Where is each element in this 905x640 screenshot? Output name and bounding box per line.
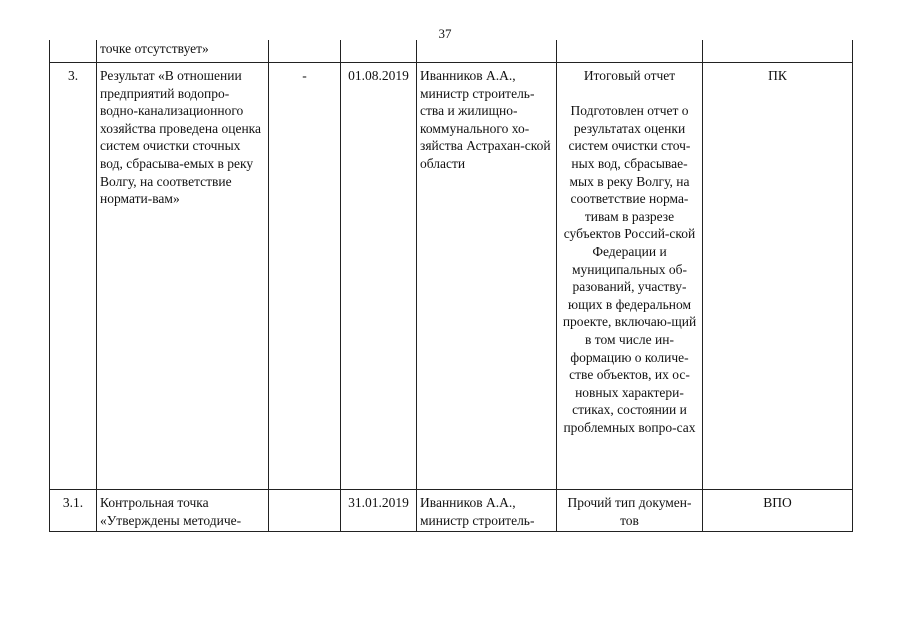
responsible-cell: Иванников А.А., министр строитель-ства и жилищно-коммунального хо-зяйства Астрахан-ской области <box>417 63 557 490</box>
document-cell <box>557 490 703 532</box>
table-row-3-1 <box>50 490 853 532</box>
document-cell <box>557 63 703 490</box>
document-cell <box>557 40 703 63</box>
level-cell <box>703 40 853 63</box>
end-date-cell: 31.01.2019 <box>341 490 417 532</box>
row-number-cell: 3. <box>50 63 97 490</box>
description-cell: точке отсутствует» <box>97 40 269 63</box>
start-date-cell <box>269 40 341 63</box>
level-cell: ПК <box>703 63 853 490</box>
table-row-continuation <box>50 40 853 63</box>
start-date-cell: - <box>269 63 341 490</box>
responsible-cell: Иванников А.А., министр строитель- <box>417 490 557 532</box>
document-type: Итоговый отчет <box>583 68 676 83</box>
level-cell: ВПО <box>703 490 853 532</box>
table-row-3 <box>50 63 853 490</box>
description-cell: Контрольная точка «Утверждены методиче- <box>97 490 269 532</box>
end-date-cell <box>341 40 417 63</box>
document-type: Прочий тип докумен-тов <box>567 495 692 528</box>
page-number: 37 <box>438 26 452 41</box>
end-date-cell: 01.08.2019 <box>341 63 417 490</box>
description-cell: Результат «В отношении предприятий водопро-водно-канализационного хозяйства проведена оценка систем очистки сточных вод, сбрасыва-емых в реку Волгу, на соответствие нормати-вам» <box>97 63 269 490</box>
responsible-cell <box>417 40 557 63</box>
plan-table <box>49 40 853 532</box>
row-number-cell: 3.1. <box>50 490 97 532</box>
start-date-cell <box>269 490 341 532</box>
row-number-cell <box>50 40 97 63</box>
document-text: Подготовлен отчет о результатах оценки систем очистки сточ-ных вод, сбрасывае-мых в реку Волгу, на соответствие норма-тивам в разрезе субъектов Россий-ской Федерации и муниципальных об-разований, участву-ющих в федеральном проекте, включаю-щий в том числе ин-формацию о количе-стве объектов, их ос-новных характери-стиках, состоянии и проблемных вопро-сах <box>562 103 697 435</box>
paragraph-gap <box>560 85 699 103</box>
